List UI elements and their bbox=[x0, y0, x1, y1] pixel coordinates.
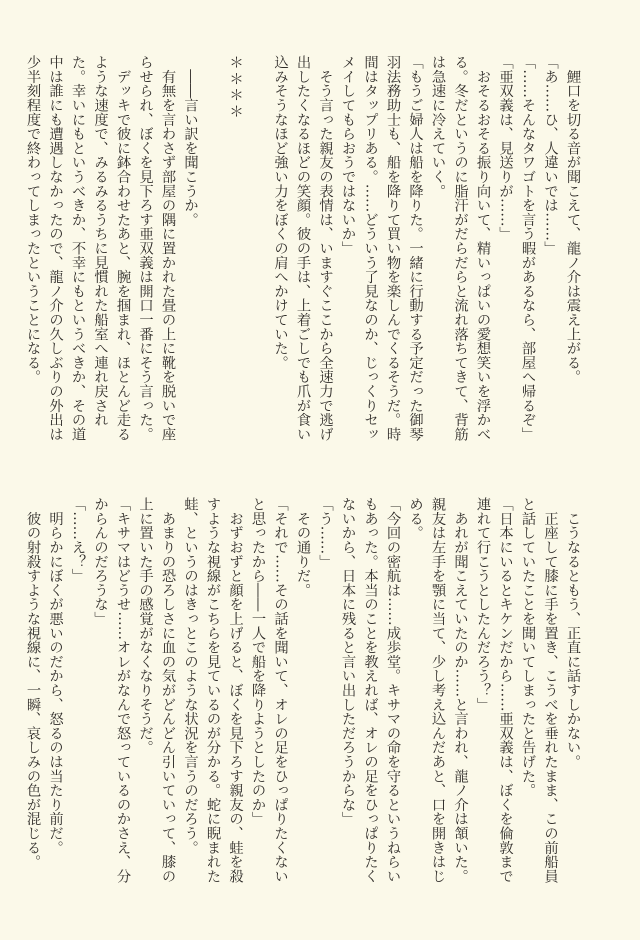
text-line: 親友は左手を顎に当て、少し考え込んだあと、口を開きはじ bbox=[430, 497, 446, 884]
text-line: その通りだ。 bbox=[295, 497, 311, 598]
text-line: からんのだろうな」 bbox=[92, 497, 109, 626]
text-line: ないから、日本に残ると言い出しただろうからな」 bbox=[340, 497, 356, 826]
text-line: 中は誰にも遭遇しなかったので、龍ノ介の久しぶりの外出は bbox=[47, 55, 64, 442]
blank-line bbox=[202, 55, 225, 447]
text-line: もあった。本当のことを教えれば、オレの足をひっぱりたく bbox=[362, 497, 379, 884]
text-line: 彼の射殺すような視線に、一瞬、哀しみの色が混じる。 bbox=[25, 497, 41, 869]
text-line: 蛙、というのはきっとこのような状況を言うのだろう。 bbox=[182, 497, 199, 855]
text-line: 「亜双義は、見送りが……」 bbox=[497, 55, 514, 241]
text-line: 間はタップリある。……どういう了見なのか、じっくりセッ bbox=[362, 55, 379, 442]
text-line: 出したくなるほどの笑顔。彼の手は、上着ごしでも爪が食い bbox=[295, 55, 311, 442]
top-text-block bbox=[21, 55, 584, 447]
text-line: 「う……」 bbox=[317, 497, 334, 569]
text-line: すような視線がこちらを見ているのが分かる。蛇に睨まれた bbox=[205, 497, 221, 884]
text-line: おずおずと顔を上げると、ぼくを見下ろす親友の、蛙を殺 bbox=[227, 497, 244, 884]
scene-separator: ＊＊＊＊ bbox=[227, 55, 244, 121]
text-line: ――言い訳を聞こうか。 bbox=[182, 55, 199, 227]
text-line: める。 bbox=[407, 497, 424, 540]
blank-line bbox=[247, 55, 270, 447]
text-line: 「もうご婦人は船を降りた。一緒に行動する予定だった御琴 bbox=[407, 55, 424, 442]
text-line: 鯉口を切る音が聞こえて、龍ノ介は震え上がる。 bbox=[565, 55, 581, 384]
text-line: る。冬だというのに脂汗がだらだらと流れ落ちてきて、背筋 bbox=[452, 55, 469, 442]
text-line: 有無を言わさず部屋の隅に置かれた畳の上に靴を脱いで座 bbox=[160, 55, 176, 442]
text-line: そう言った親友の表情は、いますぐここから全速力で逃げ bbox=[317, 55, 334, 442]
text-line: 連れて行こうとしたんだろう？」 bbox=[475, 497, 491, 712]
text-line: こうなるともう、正直に話すしかない。 bbox=[565, 497, 581, 769]
text-line: 「今回の密航は……成歩堂。キサマの命を守るというねらい bbox=[385, 497, 401, 884]
text-line: デッキで彼に鉢合わせたあと、腕を掴まれ、ほとんど走る bbox=[115, 55, 131, 442]
text-line: と思ったから――一人で船を降りようとしたのか」 bbox=[250, 497, 266, 826]
text-line: 上に置いた手の感覚がなくなりそうだ。 bbox=[137, 497, 154, 755]
text-line: らせられ、ぼくを見下ろす亜双義は開口一番にそう言った。 bbox=[137, 55, 154, 442]
text-line: 込みそうなほど強い力をぼくの肩へかけていた。 bbox=[272, 55, 289, 370]
text-line: 少半刻程度で終わってしまったということになる。 bbox=[25, 55, 41, 384]
text-line: は急速に冷えていく。 bbox=[430, 55, 446, 198]
text-line: あれが聞こえていたのか……と言われ、龍ノ介は頷いた。 bbox=[452, 497, 469, 884]
bottom-text-block bbox=[21, 497, 584, 889]
text-line: 「……そんなタワゴトを言う暇があるなら、部屋へ帰るぞ」 bbox=[520, 55, 536, 442]
text-line: 「日本にいるとキケンだから……亜双義は、ぼくを倫敦まで bbox=[497, 497, 514, 884]
text-line: た。幸いにもというべきか、不幸にもというべきか、その道 bbox=[70, 55, 86, 442]
text-line: 「あ……ひ、人違いでは……」 bbox=[542, 55, 559, 256]
text-line: 羽法務助士も、船を降りて買い物を楽しんでくるそうだ。時 bbox=[385, 55, 401, 442]
text-line: おそるおそる振り向いて、精いっぱいの愛想笑いを浮かべ bbox=[475, 55, 491, 442]
text-line: 「それで……その話を聞いて、オレの足をひっぱりたくない bbox=[272, 497, 289, 884]
text-line: と話していたことを聞いてしまったと告げた。 bbox=[520, 497, 536, 798]
text-line: あまりの恐ろしさに血の気がどんどん引いていって、膝の bbox=[160, 497, 176, 884]
text-line: メイしてもらおうではないか」 bbox=[340, 55, 356, 256]
text-line: 明らかにぼくが悪いのだから、怒るのは当たり前だ。 bbox=[47, 497, 64, 855]
text-line: ような速度で、みるみるうちに見慣れた船室へ連れ戻され bbox=[92, 55, 109, 427]
text-line: 「……え？」 bbox=[70, 497, 86, 583]
text-line: 「キサマはどうせ……オレがなんで怒っているのかさえ、分 bbox=[115, 497, 131, 884]
text-line: 正座して膝に手を置き、こうべを垂れたまま、この前船員 bbox=[542, 497, 559, 884]
